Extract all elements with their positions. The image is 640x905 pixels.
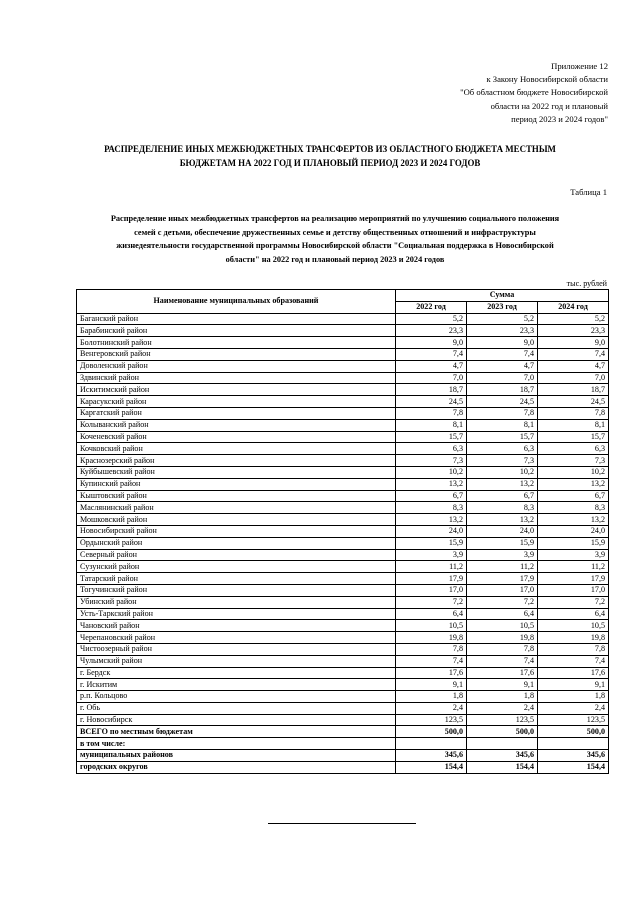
- municipal-row: [77, 750, 609, 762]
- municipality-name: Ордынский район: [77, 537, 396, 549]
- municipality-name: Новосибирский район: [77, 525, 396, 537]
- value-2022: 24,0: [396, 525, 467, 537]
- value-2024: 2,4: [538, 702, 609, 714]
- table-row: [77, 549, 609, 561]
- budget-table: [76, 289, 609, 774]
- value-2024: 3,9: [538, 549, 609, 561]
- municipality-name: Здвинский район: [77, 372, 396, 384]
- document-title: [80, 143, 580, 170]
- table-row: [77, 348, 609, 360]
- municipality-name: Доволенский район: [77, 360, 396, 372]
- total-2024: 500,0: [538, 726, 609, 738]
- table-row: [77, 702, 609, 714]
- municipality-name: Каргатский район: [77, 407, 396, 419]
- title-line: РАСПРЕДЕЛЕНИЕ ИНЫХ МЕЖБЮДЖЕТНЫХ ТРАНСФЕРТОВ ИЗ ОБЛАСТНОГО БЮДЖЕТА МЕСТНЫМ: [104, 144, 556, 154]
- municipal-name: муниципальных районов: [77, 750, 396, 762]
- value-2023: 6,7: [467, 490, 538, 502]
- value-2023: 7,4: [467, 655, 538, 667]
- value-2022: 10,2: [396, 466, 467, 478]
- table-body: [77, 313, 609, 726]
- annex-line: области на 2022 год и плановый: [490, 100, 608, 111]
- municipality-name: Куйбышевский район: [77, 466, 396, 478]
- value-2024: 7,2: [538, 596, 609, 608]
- value-2023: 19,8: [467, 632, 538, 644]
- municipality-name: Кыштовский район: [77, 490, 396, 502]
- table-row: [77, 655, 609, 667]
- table-row: [77, 419, 609, 431]
- value-2022: 18,7: [396, 384, 467, 396]
- value-2023: 6,3: [467, 443, 538, 455]
- table-row: [77, 455, 609, 467]
- table-row: [77, 466, 609, 478]
- value-2023: 7,8: [467, 407, 538, 419]
- municipality-name: Усть-Таркский район: [77, 608, 396, 620]
- annex-line: к Закону Новосибирской области: [486, 74, 608, 85]
- table-row: [77, 478, 609, 490]
- value-2022: 17,0: [396, 584, 467, 596]
- municipality-name: Купинский район: [77, 478, 396, 490]
- municipality-name: Баганский район: [77, 313, 396, 325]
- value-2022: 11,2: [396, 561, 467, 573]
- value-2022: 10,5: [396, 620, 467, 632]
- including-empty-cell: [396, 738, 467, 750]
- table-row: [77, 573, 609, 585]
- value-2024: 7,0: [538, 372, 609, 384]
- municipality-name: Черепановский район: [77, 632, 396, 644]
- table-row: [77, 691, 609, 703]
- value-2022: 7,8: [396, 643, 467, 655]
- value-2022: 15,9: [396, 537, 467, 549]
- municipal-2022: 345,6: [396, 750, 467, 762]
- value-2022: 19,8: [396, 632, 467, 644]
- value-2024: 9,1: [538, 679, 609, 691]
- value-2024: 13,2: [538, 478, 609, 490]
- value-2024: 23,3: [538, 325, 609, 337]
- value-2022: 6,3: [396, 443, 467, 455]
- column-header-2024: 2024 год: [538, 301, 609, 313]
- value-2023: 17,9: [467, 573, 538, 585]
- value-2024: 7,4: [538, 348, 609, 360]
- urban-2023: 154,4: [467, 761, 538, 773]
- table-row: [77, 360, 609, 372]
- value-2024: 9,0: [538, 337, 609, 349]
- municipality-name: г. Обь: [77, 702, 396, 714]
- value-2022: 13,2: [396, 514, 467, 526]
- table-row: [77, 596, 609, 608]
- table-row: [77, 537, 609, 549]
- municipality-name: Убинский район: [77, 596, 396, 608]
- value-2023: 24,0: [467, 525, 538, 537]
- value-2022: 7,3: [396, 455, 467, 467]
- municipality-name: Мошковский район: [77, 514, 396, 526]
- municipality-name: Маслянинский район: [77, 502, 396, 514]
- table-row: [77, 431, 609, 443]
- value-2023: 7,3: [467, 455, 538, 467]
- table-row: [77, 608, 609, 620]
- value-2024: 6,3: [538, 443, 609, 455]
- value-2023: 11,2: [467, 561, 538, 573]
- value-2022: 3,9: [396, 549, 467, 561]
- column-header-2023: 2023 год: [467, 301, 538, 313]
- value-2022: 8,3: [396, 502, 467, 514]
- table-row: [77, 525, 609, 537]
- table-row: [77, 384, 609, 396]
- value-2023: 3,9: [467, 549, 538, 561]
- table-row: [77, 407, 609, 419]
- value-2024: 7,4: [538, 655, 609, 667]
- value-2024: 17,0: [538, 584, 609, 596]
- column-header-name: Наименование муниципальных образований: [77, 290, 396, 314]
- footer-rule: [268, 823, 416, 824]
- value-2022: 7,8: [396, 407, 467, 419]
- table-row: [77, 514, 609, 526]
- table-row: [77, 643, 609, 655]
- urban-name: городских округов: [77, 761, 396, 773]
- table-row: [77, 396, 609, 408]
- value-2022: 6,4: [396, 608, 467, 620]
- units-label: тыс. рублей: [566, 279, 607, 288]
- value-2023: 6,4: [467, 608, 538, 620]
- value-2024: 18,7: [538, 384, 609, 396]
- value-2023: 7,2: [467, 596, 538, 608]
- subtitle-line: семей с детьми, обеспечение дружественных семье и детству общественных отношений и инфраструктуры: [134, 227, 536, 237]
- table-subtitle: [70, 212, 600, 266]
- municipality-name: Коченевский район: [77, 431, 396, 443]
- municipality-name: Болотнинский район: [77, 337, 396, 349]
- value-2022: 13,2: [396, 478, 467, 490]
- value-2024: 6,7: [538, 490, 609, 502]
- value-2023: 10,2: [467, 466, 538, 478]
- value-2022: 15,7: [396, 431, 467, 443]
- column-header-2022: 2022 год: [396, 301, 467, 313]
- value-2023: 15,9: [467, 537, 538, 549]
- value-2024: 123,5: [538, 714, 609, 726]
- municipality-name: Краснозерский район: [77, 455, 396, 467]
- table-row: [77, 502, 609, 514]
- value-2023: 18,7: [467, 384, 538, 396]
- urban-2022: 154,4: [396, 761, 467, 773]
- including-empty-cell: [467, 738, 538, 750]
- table-number: Таблица 1: [570, 187, 607, 197]
- table-row: [77, 679, 609, 691]
- value-2022: 9,1: [396, 679, 467, 691]
- municipality-name: г. Бердск: [77, 667, 396, 679]
- subtitle-line: жизнедеятельности государственной программы Новосибирской области "Социальная поддержка в Новосибирской: [116, 241, 554, 250]
- value-2024: 11,2: [538, 561, 609, 573]
- value-2022: 24,5: [396, 396, 467, 408]
- value-2023: 2,4: [467, 702, 538, 714]
- subtitle-line: области" на 2022 год и плановый период 2023 и 2024 годов: [225, 254, 445, 264]
- value-2023: 8,3: [467, 502, 538, 514]
- value-2024: 5,2: [538, 313, 609, 325]
- municipal-2023: 345,6: [467, 750, 538, 762]
- table-row: [77, 372, 609, 384]
- value-2024: 17,9: [538, 573, 609, 585]
- including-empty-cell: [538, 738, 609, 750]
- including-label: в том числе:: [77, 738, 396, 750]
- value-2023: 24,5: [467, 396, 538, 408]
- value-2024: 13,2: [538, 514, 609, 526]
- municipality-name: Колыванский район: [77, 419, 396, 431]
- value-2024: 7,8: [538, 643, 609, 655]
- table-row: [77, 620, 609, 632]
- value-2024: 24,5: [538, 396, 609, 408]
- table-row: [77, 325, 609, 337]
- value-2022: 2,4: [396, 702, 467, 714]
- value-2024: 15,7: [538, 431, 609, 443]
- value-2024: 7,3: [538, 455, 609, 467]
- municipality-name: Искитимский район: [77, 384, 396, 396]
- value-2023: 8,1: [467, 419, 538, 431]
- value-2022: 7,0: [396, 372, 467, 384]
- value-2023: 13,2: [467, 514, 538, 526]
- value-2022: 7,2: [396, 596, 467, 608]
- municipality-name: Кочковский район: [77, 443, 396, 455]
- municipality-name: Венгеровский район: [77, 348, 396, 360]
- value-2023: 23,3: [467, 325, 538, 337]
- value-2024: 7,8: [538, 407, 609, 419]
- value-2024: 10,2: [538, 466, 609, 478]
- value-2023: 9,0: [467, 337, 538, 349]
- table-row: [77, 490, 609, 502]
- municipality-name: г. Новосибирск: [77, 714, 396, 726]
- total-name: ВСЕГО по местным бюджетам: [77, 726, 396, 738]
- municipality-name: г. Искитим: [77, 679, 396, 691]
- total-2023: 500,0: [467, 726, 538, 738]
- value-2023: 1,8: [467, 691, 538, 703]
- value-2022: 7,4: [396, 348, 467, 360]
- table-row: [77, 632, 609, 644]
- total-row: [77, 726, 609, 738]
- table-row: [77, 443, 609, 455]
- annex-line: "Об областном бюджете Новосибирской: [460, 87, 608, 98]
- annex-line: период 2023 и 2024 годов": [511, 113, 608, 124]
- value-2024: 1,8: [538, 691, 609, 703]
- value-2022: 1,8: [396, 691, 467, 703]
- value-2024: 24,0: [538, 525, 609, 537]
- value-2024: 19,8: [538, 632, 609, 644]
- table-row: [77, 667, 609, 679]
- municipality-name: Барабинский район: [77, 325, 396, 337]
- value-2024: 4,7: [538, 360, 609, 372]
- urban-2024: 154,4: [538, 761, 609, 773]
- value-2023: 7,8: [467, 643, 538, 655]
- annex-header: [348, 60, 608, 126]
- value-2023: 10,5: [467, 620, 538, 632]
- value-2023: 4,7: [467, 360, 538, 372]
- value-2022: 23,3: [396, 325, 467, 337]
- title-line: БЮДЖЕТАМ НА 2022 ГОД И ПЛАНОВЫЙ ПЕРИОД 2023 И 2024 ГОДОВ: [179, 157, 481, 168]
- value-2022: 9,0: [396, 337, 467, 349]
- total-2022: 500,0: [396, 726, 467, 738]
- value-2023: 7,4: [467, 348, 538, 360]
- annex-line: Приложение 12: [551, 61, 608, 71]
- value-2023: 17,6: [467, 667, 538, 679]
- value-2024: 15,9: [538, 537, 609, 549]
- value-2024: 8,3: [538, 502, 609, 514]
- municipality-name: Чановский район: [77, 620, 396, 632]
- municipal-2024: 345,6: [538, 750, 609, 762]
- municipality-name: Сузунский район: [77, 561, 396, 573]
- municipality-name: Татарский район: [77, 573, 396, 585]
- table-row: [77, 337, 609, 349]
- value-2022: 123,5: [396, 714, 467, 726]
- value-2023: 7,0: [467, 372, 538, 384]
- municipality-name: Чулымский район: [77, 655, 396, 667]
- municipality-name: Северный район: [77, 549, 396, 561]
- value-2023: 9,1: [467, 679, 538, 691]
- value-2022: 17,9: [396, 573, 467, 585]
- value-2023: 13,2: [467, 478, 538, 490]
- value-2022: 8,1: [396, 419, 467, 431]
- value-2024: 17,6: [538, 667, 609, 679]
- including-row: [77, 738, 609, 750]
- table-row: [77, 584, 609, 596]
- table-row: [77, 714, 609, 726]
- urban-row: [77, 761, 609, 773]
- table-row: [77, 561, 609, 573]
- value-2022: 4,7: [396, 360, 467, 372]
- value-2023: 17,0: [467, 584, 538, 596]
- value-2022: 17,6: [396, 667, 467, 679]
- value-2023: 15,7: [467, 431, 538, 443]
- municipality-name: Карасукский район: [77, 396, 396, 408]
- value-2023: 123,5: [467, 714, 538, 726]
- value-2024: 10,5: [538, 620, 609, 632]
- value-2022: 6,7: [396, 490, 467, 502]
- municipality-name: Чистоозерный район: [77, 643, 396, 655]
- subtitle-line: Распределение иных межбюджетных трансфертов на реализацию мероприятий по улучшению социального положения: [110, 214, 560, 223]
- value-2023: 5,2: [467, 313, 538, 325]
- value-2024: 8,1: [538, 419, 609, 431]
- municipality-name: р.п. Кольцово: [77, 691, 396, 703]
- value-2022: 5,2: [396, 313, 467, 325]
- value-2022: 7,4: [396, 655, 467, 667]
- column-header-sum: Сумма: [396, 290, 609, 302]
- municipality-name: Тогучинский район: [77, 584, 396, 596]
- value-2024: 6,4: [538, 608, 609, 620]
- table-row: [77, 313, 609, 325]
